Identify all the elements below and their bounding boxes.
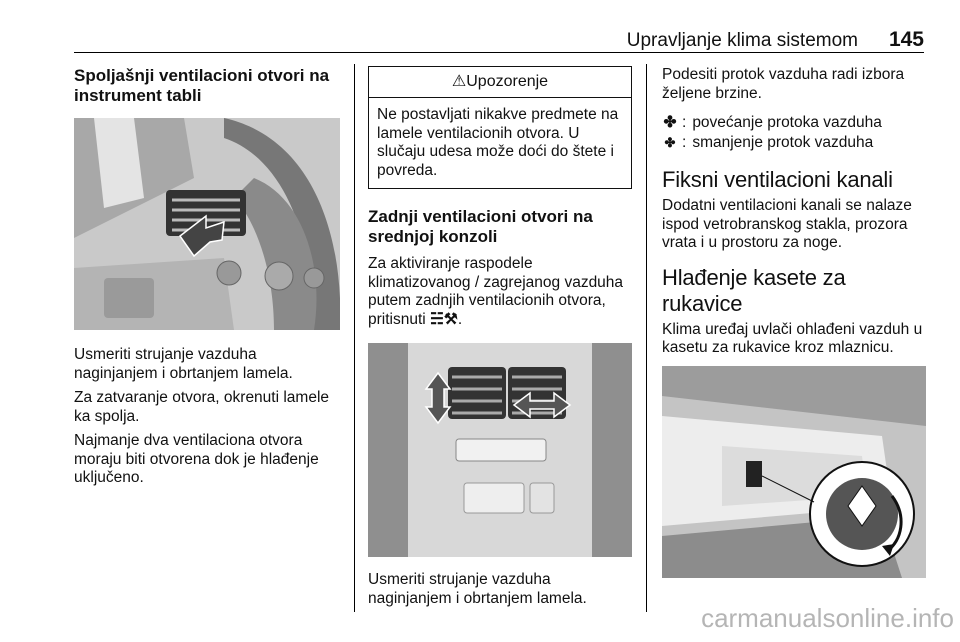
page-header bbox=[74, 28, 924, 53]
column-divider bbox=[646, 64, 647, 612]
paragraph bbox=[368, 255, 634, 329]
column-left bbox=[74, 66, 342, 494]
rear-vent-icon: ☵⚒ bbox=[430, 310, 458, 328]
dashboard-vent-illustration bbox=[74, 118, 340, 330]
list-separator: : bbox=[682, 114, 687, 131]
column-right bbox=[662, 66, 928, 578]
paragraph: Dodatni ventilacioni kanali se nalaze ispod vetrobranskog stakla, prozora vrata i u prostoru za noge. bbox=[662, 197, 912, 251]
list-item bbox=[662, 133, 928, 153]
warning-triangle-icon: ⚠ bbox=[451, 73, 467, 90]
glovebox-cooling-illustration bbox=[662, 366, 926, 578]
section-heading: Fiksni ventilacioni kanali bbox=[662, 167, 893, 192]
paragraph: Klima uređaj uvlači ohlađeni vazduh u kasetu za rukavice kroz mlaznicu. bbox=[662, 320, 923, 356]
list-item bbox=[662, 113, 928, 133]
warning-title: Upozorenje bbox=[466, 73, 549, 90]
page-number: 145 bbox=[888, 28, 924, 51]
list-separator: : bbox=[682, 134, 687, 151]
fan-large-icon: ✤ bbox=[663, 114, 677, 131]
warning-box bbox=[368, 66, 632, 189]
paragraph: Najmanje dva ventilaciona otvora moraju biti otvorena dok je hlađenje uključeno. bbox=[74, 432, 319, 486]
list-item-text: smanjenje protok vazduha bbox=[692, 134, 874, 151]
warning-text: Ne postavljati nikakve predmete na lamele ventilacionih otvora. U slučaju udesa može doći do štete i povreda. bbox=[377, 106, 619, 179]
paragraph-end: . bbox=[457, 310, 463, 328]
watermark: carmanualsonline.info bbox=[701, 603, 954, 633]
paragraph: Usmeriti strujanje vazduha naginjanjem i obrtanjem lamela. bbox=[74, 346, 293, 382]
paragraph: Za zatvaranje otvora, okrenuti lamele ka spolja. bbox=[74, 389, 330, 425]
column-divider bbox=[354, 64, 355, 612]
section-heading: Spoljašnji ventilacioni otvori na instrument tabli bbox=[74, 66, 330, 105]
paragraph-text: Za aktiviranje raspodele klimatizovanog / zagrejanog vazduha putem zadnjih ventilacionih otvora, pritisnuti bbox=[368, 255, 624, 328]
warning-header bbox=[369, 67, 631, 98]
paragraph: Podesiti protok vazduha radi izbora željene brzine. bbox=[662, 66, 905, 102]
list-item-text: povećanje protoka vazduha bbox=[692, 114, 882, 131]
column-middle bbox=[368, 66, 634, 614]
section-heading: Hlađenje kasete za rukavice bbox=[662, 264, 846, 316]
fan-small-icon: ✤ bbox=[664, 135, 676, 150]
header-title: Upravljanje klima sistemom bbox=[626, 30, 858, 51]
image-caption: Usmeriti strujanje vazduha naginjanjem i obrtanjem lamela. bbox=[368, 571, 587, 607]
section-heading: Zadnji ventilacioni otvori na srednjoj konzoli bbox=[368, 207, 593, 246]
rear-console-vent-illustration bbox=[368, 343, 632, 557]
